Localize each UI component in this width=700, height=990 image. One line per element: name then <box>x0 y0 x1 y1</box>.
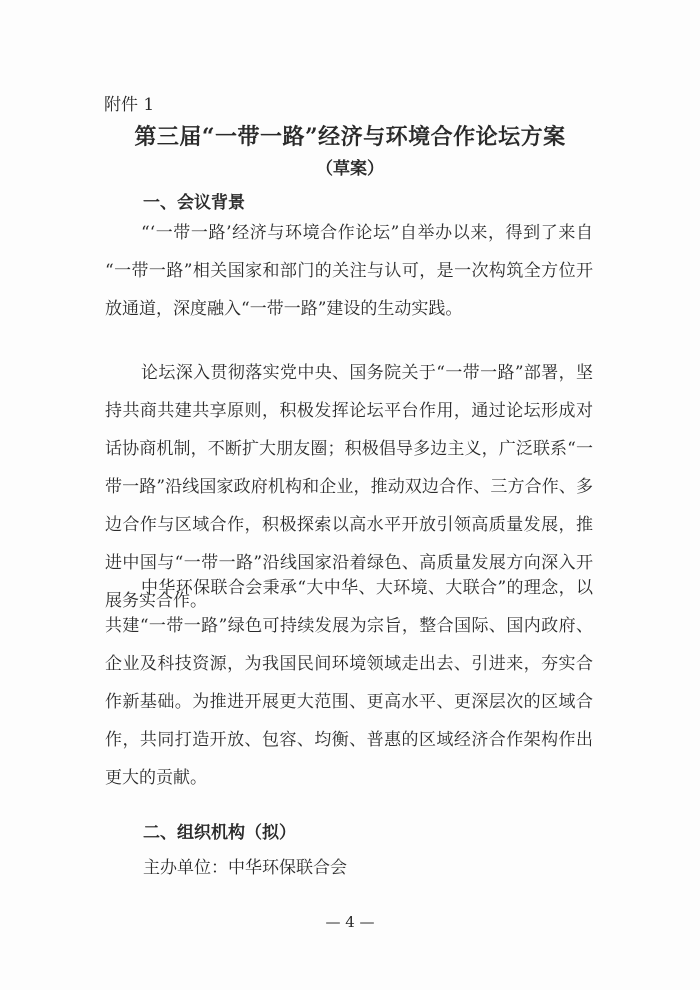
page-number: — 4 — <box>325 913 375 931</box>
document-title: 第三届“一带一路”经济与环境合作论坛方案 <box>134 124 566 150</box>
section-heading-background: 一、会议背景 <box>143 193 245 213</box>
section-heading-organization: 二、组织机构（拟） <box>143 823 296 843</box>
host-organization-line: 主办单位：中华环保联合会 <box>143 858 347 878</box>
attachment-label: 附件 1 <box>104 95 155 115</box>
paragraph-forum: 论坛深入贯彻落实党中央、国务院关于“一带一路”部署，坚持共商共建共享原则，积极发挥论坛平台作用，通过论坛形成对话协商机制，不断扩大朋友圈；积极倡导多边主义，广泛联系“一带一路”沿线国家政府机构和企业，推动双边合作、三方合作、多边合作与区域合作，积极探索以高水平开放引领高质量发展，推进中国与“一带一路”沿线国家沿着绿色、高质量发展方向深入开展务实合作。 <box>105 363 593 611</box>
paragraph-federation: 中华环保联合会秉承“大中华、大环境、大联合”的理念，以共建“一带一路”绿色可持续发展为宗旨，整合国际、国内政府、企业及科技资源，为我国民间环境领域走出去、引进来，夯实合作新基础。为推进开展更大范围、更高水平、更深层次的区域合作，共同打造开放、包容、均衡、普惠的区域经济合作架构作出更大的贡献。 <box>105 578 593 788</box>
document-subtitle: （草案） <box>316 159 384 179</box>
paragraph-intro: “‘一带一路’经济与环境合作论坛”自举办以来，得到了来自 “一带一路”相关国家和部门的关注与认可，是一次构筑全方位开放通道，深度融入“一带一路”建设的生动实践。 <box>105 223 593 319</box>
